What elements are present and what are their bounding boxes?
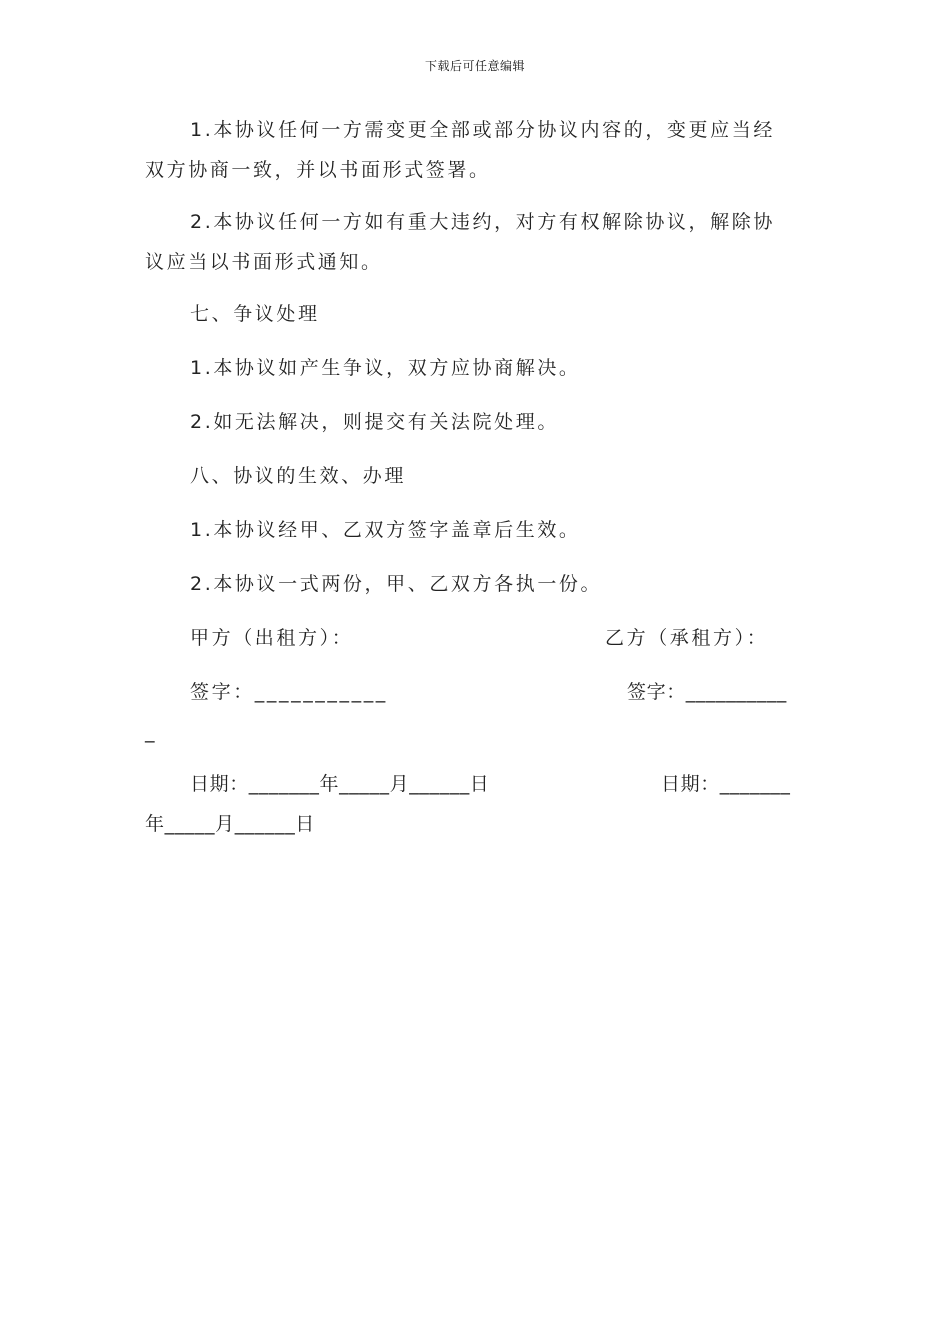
section6-item1-line2: 双方协商一致，并以书面形式签署。 (145, 159, 491, 181)
document-body (145, 0, 805, 1344)
section6-item1-line1: 1.本协议任何一方需变更全部或部分协议内容的，变更应当经 (190, 119, 775, 141)
party-a-label: 甲方（出租方）： (190, 627, 354, 649)
section8-item2: 2.本协议一式两份，甲、乙双方各执一份。 (190, 573, 603, 595)
section7-item1: 1.本协议如产生争议，双方应协商解决。 (190, 357, 581, 379)
section7-item2: 2.如无法解决，则提交有关法院处理。 (190, 411, 559, 433)
signature-a-field: 签字：___________ (190, 681, 388, 703)
signature-b-wrap: _ (145, 721, 158, 743)
date-a-field: 日期：_______年_____月______日 (190, 773, 490, 795)
section6-item2-line2: 议应当以书面形式通知。 (145, 251, 383, 273)
section6-item2-line1: 2.本协议任何一方如有重大违约，对方有权解除协议，解除协 (190, 211, 775, 233)
date-b-field: 日期：_______ (661, 773, 791, 795)
section8-heading: 八、协议的生效、办理 (190, 465, 407, 487)
date-b-wrap: 年_____月______日 (145, 813, 315, 835)
page-header: 下载后可任意编辑 (424, 59, 525, 73)
party-b-label: 乙方（承租方）： (605, 627, 769, 649)
section7-heading: 七、争议处理 (190, 303, 320, 325)
section8-item1: 1.本协议经甲、乙双方签字盖章后生效。 (190, 519, 581, 541)
signature-b-field: 签字：__________ (627, 681, 787, 703)
